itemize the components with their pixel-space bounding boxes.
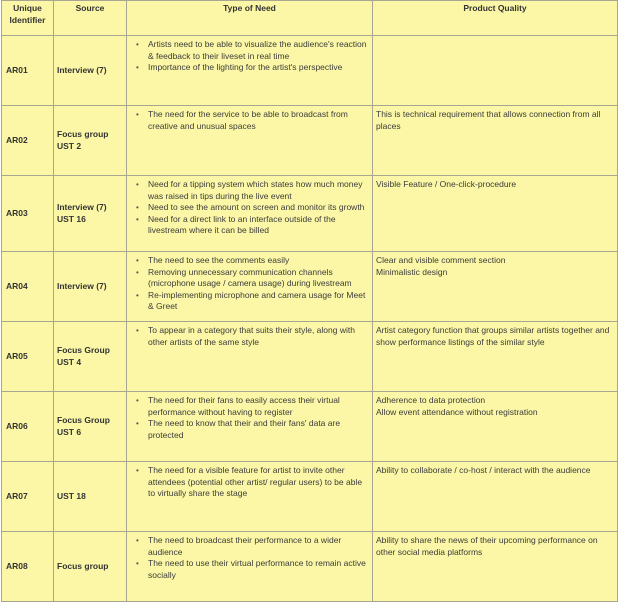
source-cell xyxy=(54,322,127,392)
need-item: • Need for a direct link to an interface outside of the livestream where it can be billed xyxy=(148,214,369,237)
requirements-table xyxy=(1,0,618,602)
need-list xyxy=(127,109,369,132)
quality-cell xyxy=(373,252,618,322)
source-line: UST 18 xyxy=(57,490,86,501)
need-cell xyxy=(127,176,373,252)
source-line: Focus group xyxy=(57,560,109,571)
need-item: • Importance of the lighting for the artist's perspective xyxy=(148,62,369,74)
quality-line: Clear and visible comment section xyxy=(376,255,506,265)
table-row xyxy=(2,532,618,602)
quality-line: Adherence to data protection xyxy=(376,395,486,405)
need-item: • The need to broadcast their performance to a wider audience xyxy=(148,535,369,558)
quality-cell xyxy=(373,176,618,252)
need-item: • The need to know that their and their fans' data are protected xyxy=(148,418,369,441)
identifier-cell: AR08 xyxy=(2,532,54,602)
need-item: • Re-implementing microphone and camera usage for Meet & Greet xyxy=(148,290,369,313)
need-cell xyxy=(127,36,373,106)
table-row xyxy=(2,36,618,106)
source-line: Interview (7) xyxy=(57,201,107,212)
source-cell xyxy=(54,252,127,322)
need-item: • The need to use their virtual performance to remain active socially xyxy=(148,558,369,581)
need-item: • Removing unnecessary communication channels (microphone usage / camera usage) during livestream xyxy=(148,267,369,290)
source-line: UST 2 xyxy=(57,140,82,151)
need-list xyxy=(127,325,369,348)
quality-cell xyxy=(373,36,618,106)
source-cell xyxy=(54,176,127,252)
quality-cell xyxy=(373,322,618,392)
quality-line: Ability to collaborate / co-host / interact with the audience xyxy=(376,465,591,475)
source-cell xyxy=(54,36,127,106)
source-cell xyxy=(54,462,127,532)
quality-line: Visible Feature / One-click-procedure xyxy=(376,179,517,189)
need-cell xyxy=(127,106,373,176)
need-list xyxy=(127,179,369,237)
quality-line: Artist category function that groups similar artists together and show performance listings of the similar style xyxy=(376,325,610,347)
need-list xyxy=(127,395,369,441)
identifier-cell: AR06 xyxy=(2,392,54,462)
need-cell xyxy=(127,322,373,392)
identifier-cell: AR05 xyxy=(2,322,54,392)
need-list xyxy=(127,465,369,500)
need-item: • The need for their fans to easily access their virtual performance without having to register xyxy=(148,395,369,418)
need-item: • The need to see the comments easily xyxy=(148,255,369,267)
quality-line: This is technical requirement that allows connection from all places xyxy=(376,109,601,131)
source-line: Focus group xyxy=(57,128,109,139)
table-row xyxy=(2,176,618,252)
quality-cell xyxy=(373,462,618,532)
header-source: Source xyxy=(54,1,127,36)
source-cell xyxy=(54,106,127,176)
need-item: • Need for a tipping system which states how much money was raised in tips during the live event xyxy=(148,179,369,202)
table-row xyxy=(2,462,618,532)
need-item: • Artists need to be able to visualize the audience's reaction & feedback to their liveset in real time xyxy=(148,39,369,62)
need-cell xyxy=(127,392,373,462)
need-item: • The need for a visible feature for artist to invite other attendees (potential other artist/ regular users) to be able to virtually share the stage xyxy=(148,465,369,500)
need-list xyxy=(127,535,369,581)
quality-cell xyxy=(373,392,618,462)
quality-cell xyxy=(373,532,618,602)
need-cell xyxy=(127,462,373,532)
table-row xyxy=(2,322,618,392)
quality-line: Minimalistic design xyxy=(376,266,448,277)
header-type-of-need: Type of Need xyxy=(127,1,373,36)
identifier-cell: AR02 xyxy=(2,106,54,176)
identifier-cell: AR03 xyxy=(2,176,54,252)
quality-line: Allow event attendance without registration xyxy=(376,406,538,417)
table-row xyxy=(2,252,618,322)
quality-cell xyxy=(373,106,618,176)
need-item: • Need to see the amount on screen and monitor its growth xyxy=(148,202,369,214)
source-line: Focus Group xyxy=(57,414,110,425)
need-item: • The need for the service to be able to broadcast from creative and unusual spaces xyxy=(148,109,369,132)
need-cell xyxy=(127,532,373,602)
header-unique-identifier: Unique Identifier xyxy=(2,1,54,36)
source-line: UST 4 xyxy=(57,356,82,367)
source-line: Focus Group xyxy=(57,344,110,355)
source-line: Interview (7) xyxy=(57,280,107,291)
quality-line: Ability to share the news of their upcoming performance on other social media platforms xyxy=(376,535,598,557)
need-cell xyxy=(127,252,373,322)
need-list xyxy=(127,255,369,313)
identifier-cell: AR01 xyxy=(2,36,54,106)
table-row xyxy=(2,106,618,176)
source-cell xyxy=(54,392,127,462)
need-list xyxy=(127,39,369,74)
need-item: • To appear in a category that suits their style, along with other artists of the same style xyxy=(148,325,369,348)
header-row xyxy=(2,1,618,36)
source-cell xyxy=(54,532,127,602)
source-line: UST 6 xyxy=(57,426,82,437)
source-line: Interview (7) xyxy=(57,64,107,75)
header-product-quality: Product Quality xyxy=(373,1,618,36)
identifier-cell: AR04 xyxy=(2,252,54,322)
identifier-cell: AR07 xyxy=(2,462,54,532)
source-line: UST 16 xyxy=(57,213,86,224)
table-row xyxy=(2,392,618,462)
